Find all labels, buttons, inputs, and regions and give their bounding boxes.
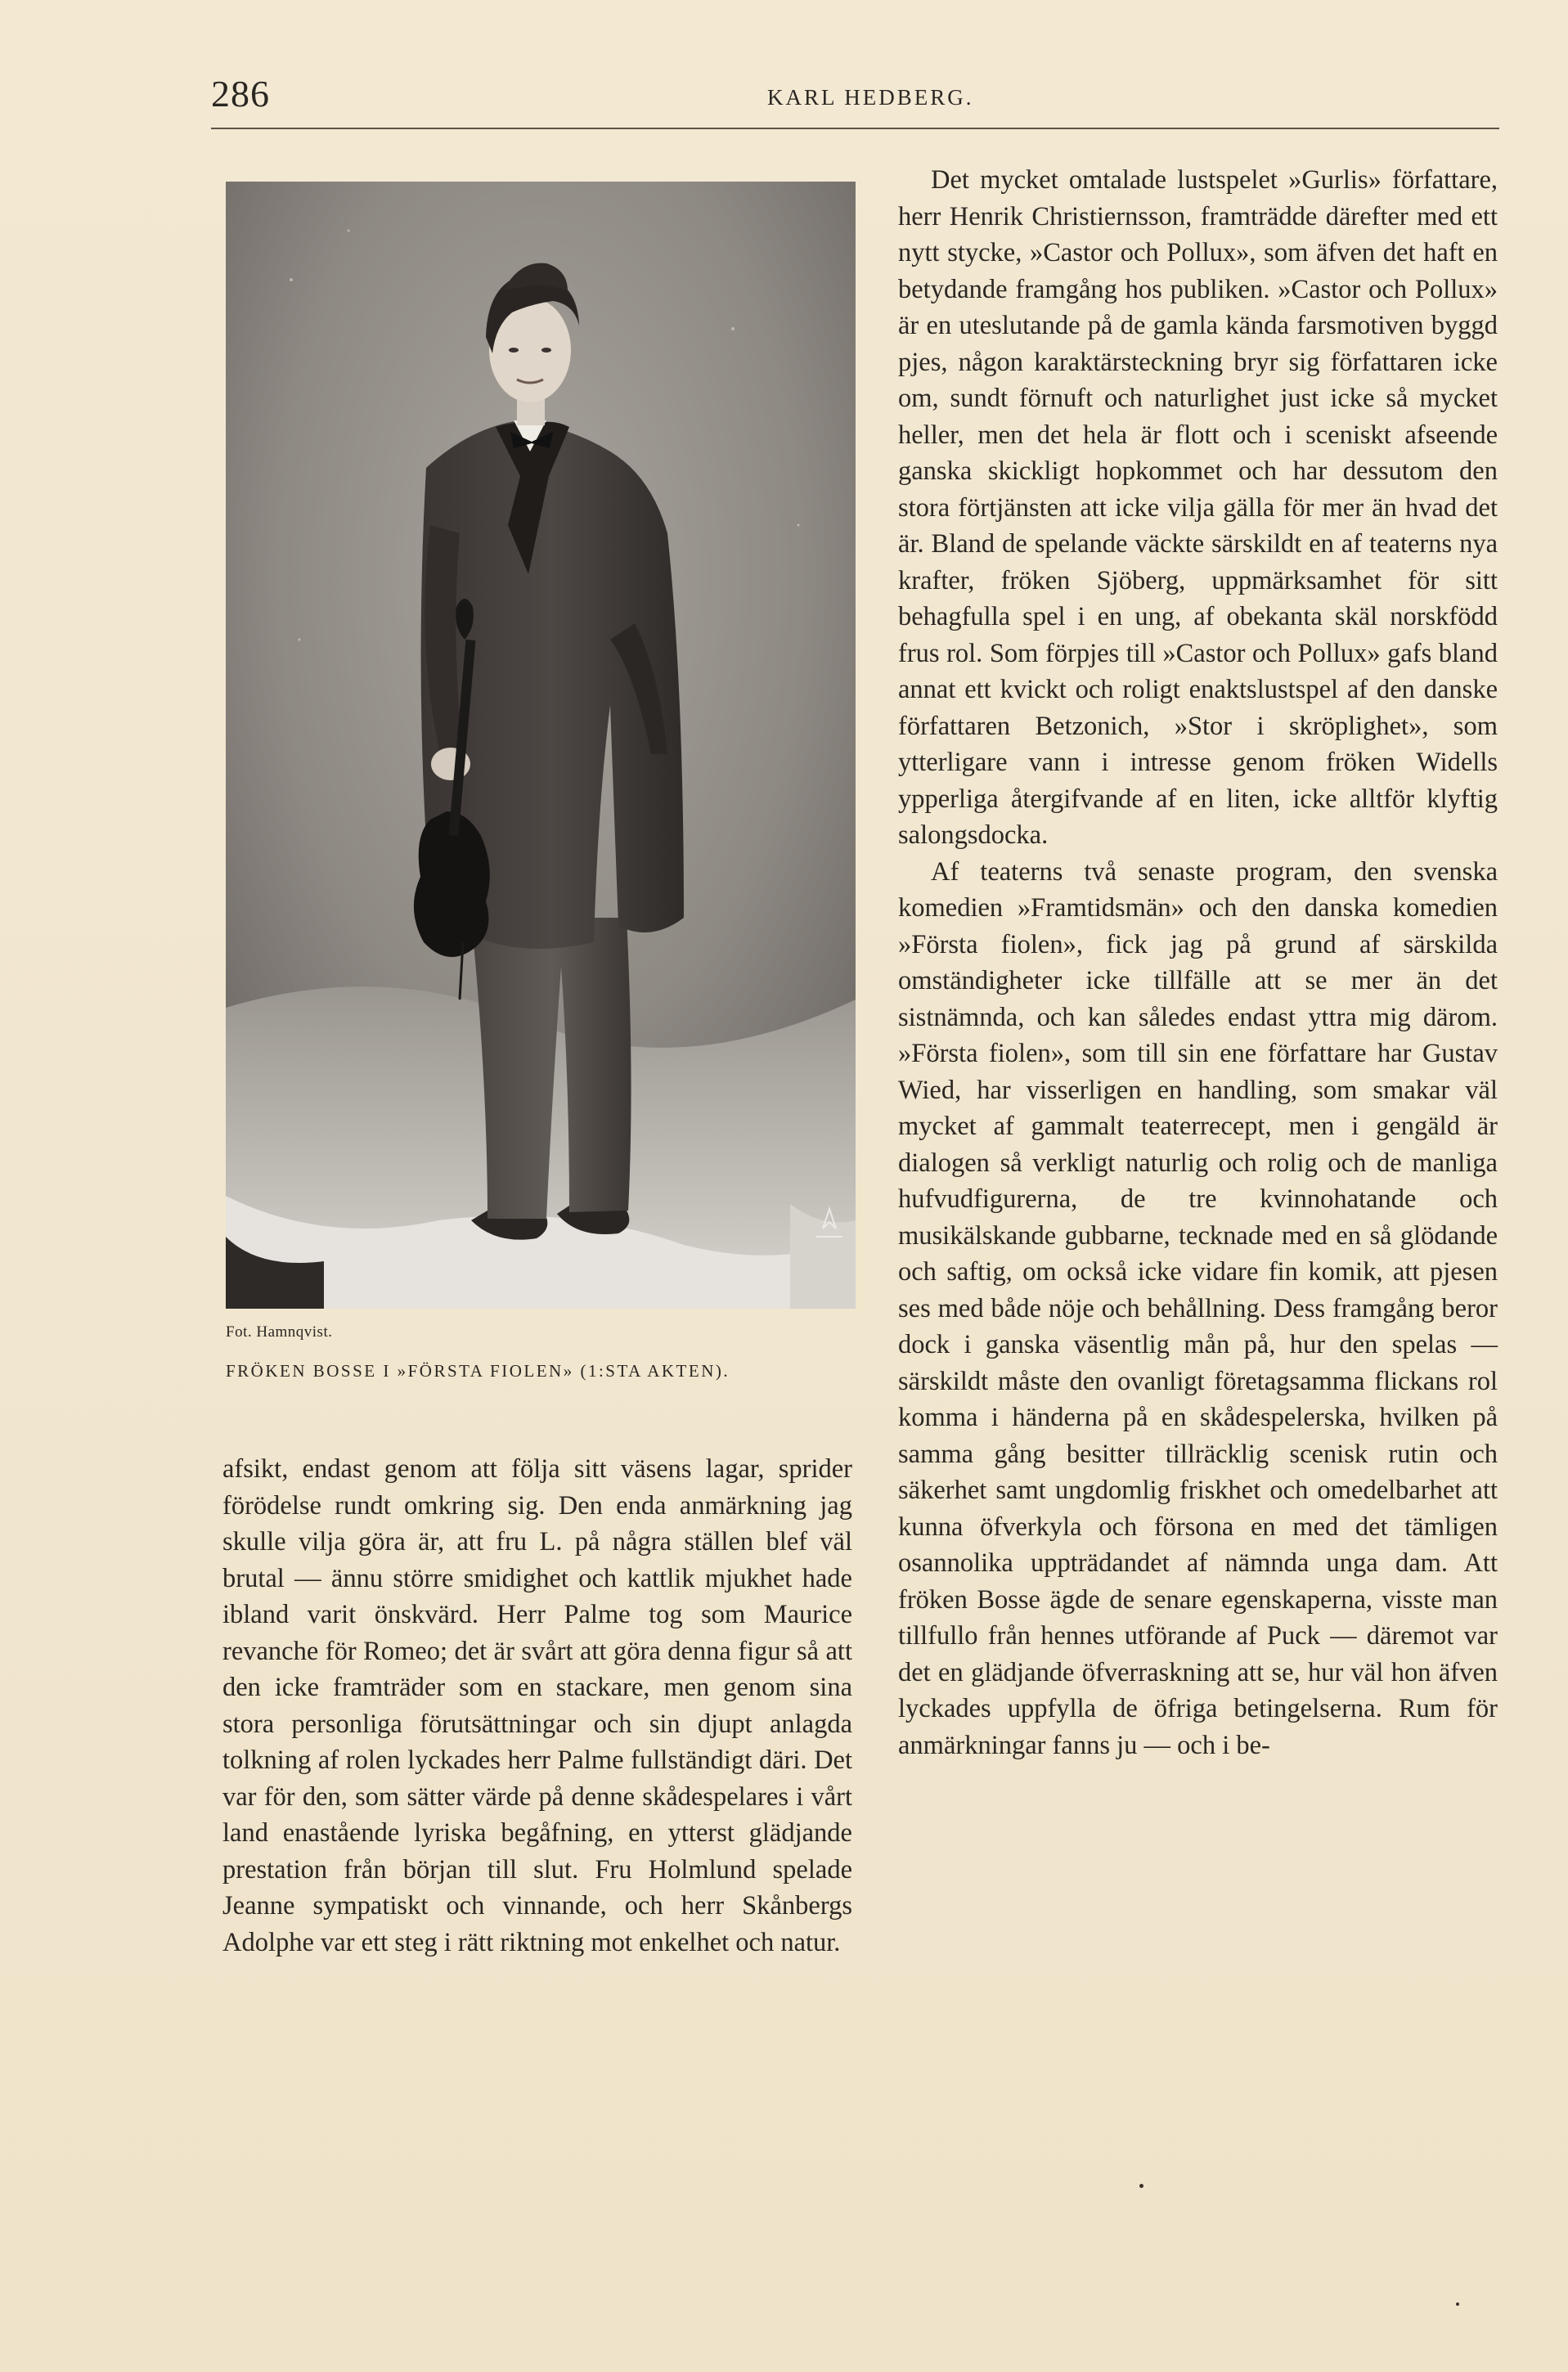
header-rule: [211, 128, 1499, 129]
photo-caption: FRÖKEN BOSSE I »FÖRSTA FIOLEN» (1:STA AKTEN).: [226, 1361, 730, 1381]
right-paragraph-1: Det mycket omtalade lustspelet »Gurlis» författare, herr Henrik Christiernsson, framträdde därefter med ett nytt stycke, »Castor och Pollux», som äfven det haft en betydande framgång hos publiken. »Castor och Pollux» är en uteslutande på de gamla kända farsmotiven byggd pjes, någon karaktärsteckning bryr sig författaren icke om, sundt förnuft och naturlighet just icke så mycket heller, men det hela är flott och i sceniskt afseende ganska skickligt hopkommet och har dessutom den stora förtjänsten att icke vilja gälla för mer än hvad det är. Bland de spelande väckte särskildt en af teaterns nya krafter, fröken Sjöberg, uppmärksamhet för sitt behagfulla spel i en ung, af obekanta skäl norskfödd frus rol. Som förpjes till »Castor och Pollux» gafs bland annat ett kvickt och roligt enaktslustspel af den danske författaren Betzonich, »Stor i skröplighet», som ytterligare vann i intresse genom fröken Widells ypperliga återgifvande af en liten, icke alltför klyftig salongsdocka.: [898, 165, 1498, 850]
ink-speck: [1456, 2302, 1459, 2306]
right-paragraph-2: Af teaterns två senaste program, den svenska komedien »Framtidsmän» och den danska komedien »Första fiolen», fick jag på grund af särskilda omständigheter icke tillfälle att se mer än det sistnämnda, och kan således endast yttra mig därom. »Första fiolen», som till sin ene författare har Gustav Wied, har visserligen en handling, som smakar väl mycket af gammalt teaterrecept, men i gengäld är dialogen så verkligt naturlig och rolig och de manliga hufvudfigurerna, de tre kvinnohatande och musikälskande gubbarne, tecknade med en så glödande och saftig, om också icke vidare fin komik, att pjesen ses med både nöje och behållning. Dess framgång beror dock i ganska väsentlig mån på, hur den spelas — särskildt måste den ovanligt företagsamma flickans rol komma i händerna på en skådespelerska, hvilken på samma gång besitter tillräcklig scenisk rutin och säkerhet samt ungdomlig friskhet och omedelbarhet att kunna öfverkyla och försona en med det tämligen osannolika uppträdandet af nämnda unga dam. Att fröken Bosse ägde de senare egenskaperna, visste man tillfullo från hennes utförande af Puck — däremot var det en glädjande öfverraskning att se, hur väl hon äfven lyckades uppfylla de öfriga betingelserna. Rum för anmärkningar fanns ju — och i be-: [898, 856, 1498, 1760]
ink-speck: [1139, 2184, 1143, 2188]
running-head: KARL HEDBERG.: [767, 85, 974, 110]
photo-credit: Fot. Hamnqvist.: [226, 1323, 333, 1341]
right-column: [898, 162, 1498, 1763]
page-header: [211, 72, 1487, 121]
left-column: [222, 1451, 852, 1961]
portrait-photo: [226, 182, 856, 1309]
left-paragraph-1: afsikt, endast genom att följa sitt väsens lagar, sprider förödelse rundt omkring sig. Den enda anmärkning jag skulle vilja göra är, att fru L. på några ställen blef väl brutal — ännu större smidighet och kattlik mjukhet hade ibland varit önskvärd. Herr Palme tog som Maurice revanche för Romeo; det är svårt att göra denna figur så att den icke framträder som en stackare, men genom sina stora personliga förutsättningar och sin djupt anlagda tolkning af rolen lyckades herr Palme fullständigt däri. Det var för den, som sätter värde på denne skådespelares i vårt land enastående lyriska begåfning, en ytterst glädjande prestation från början till slut. Fru Holmlund spelade Jeanne sympatiskt och vinnande, och herr Skånbergs Adolphe var ett steg i rätt riktning mot enkelhet och natur.: [222, 1454, 852, 1957]
page-number: 286: [211, 73, 270, 115]
portrait-photo-image: [226, 182, 856, 1309]
